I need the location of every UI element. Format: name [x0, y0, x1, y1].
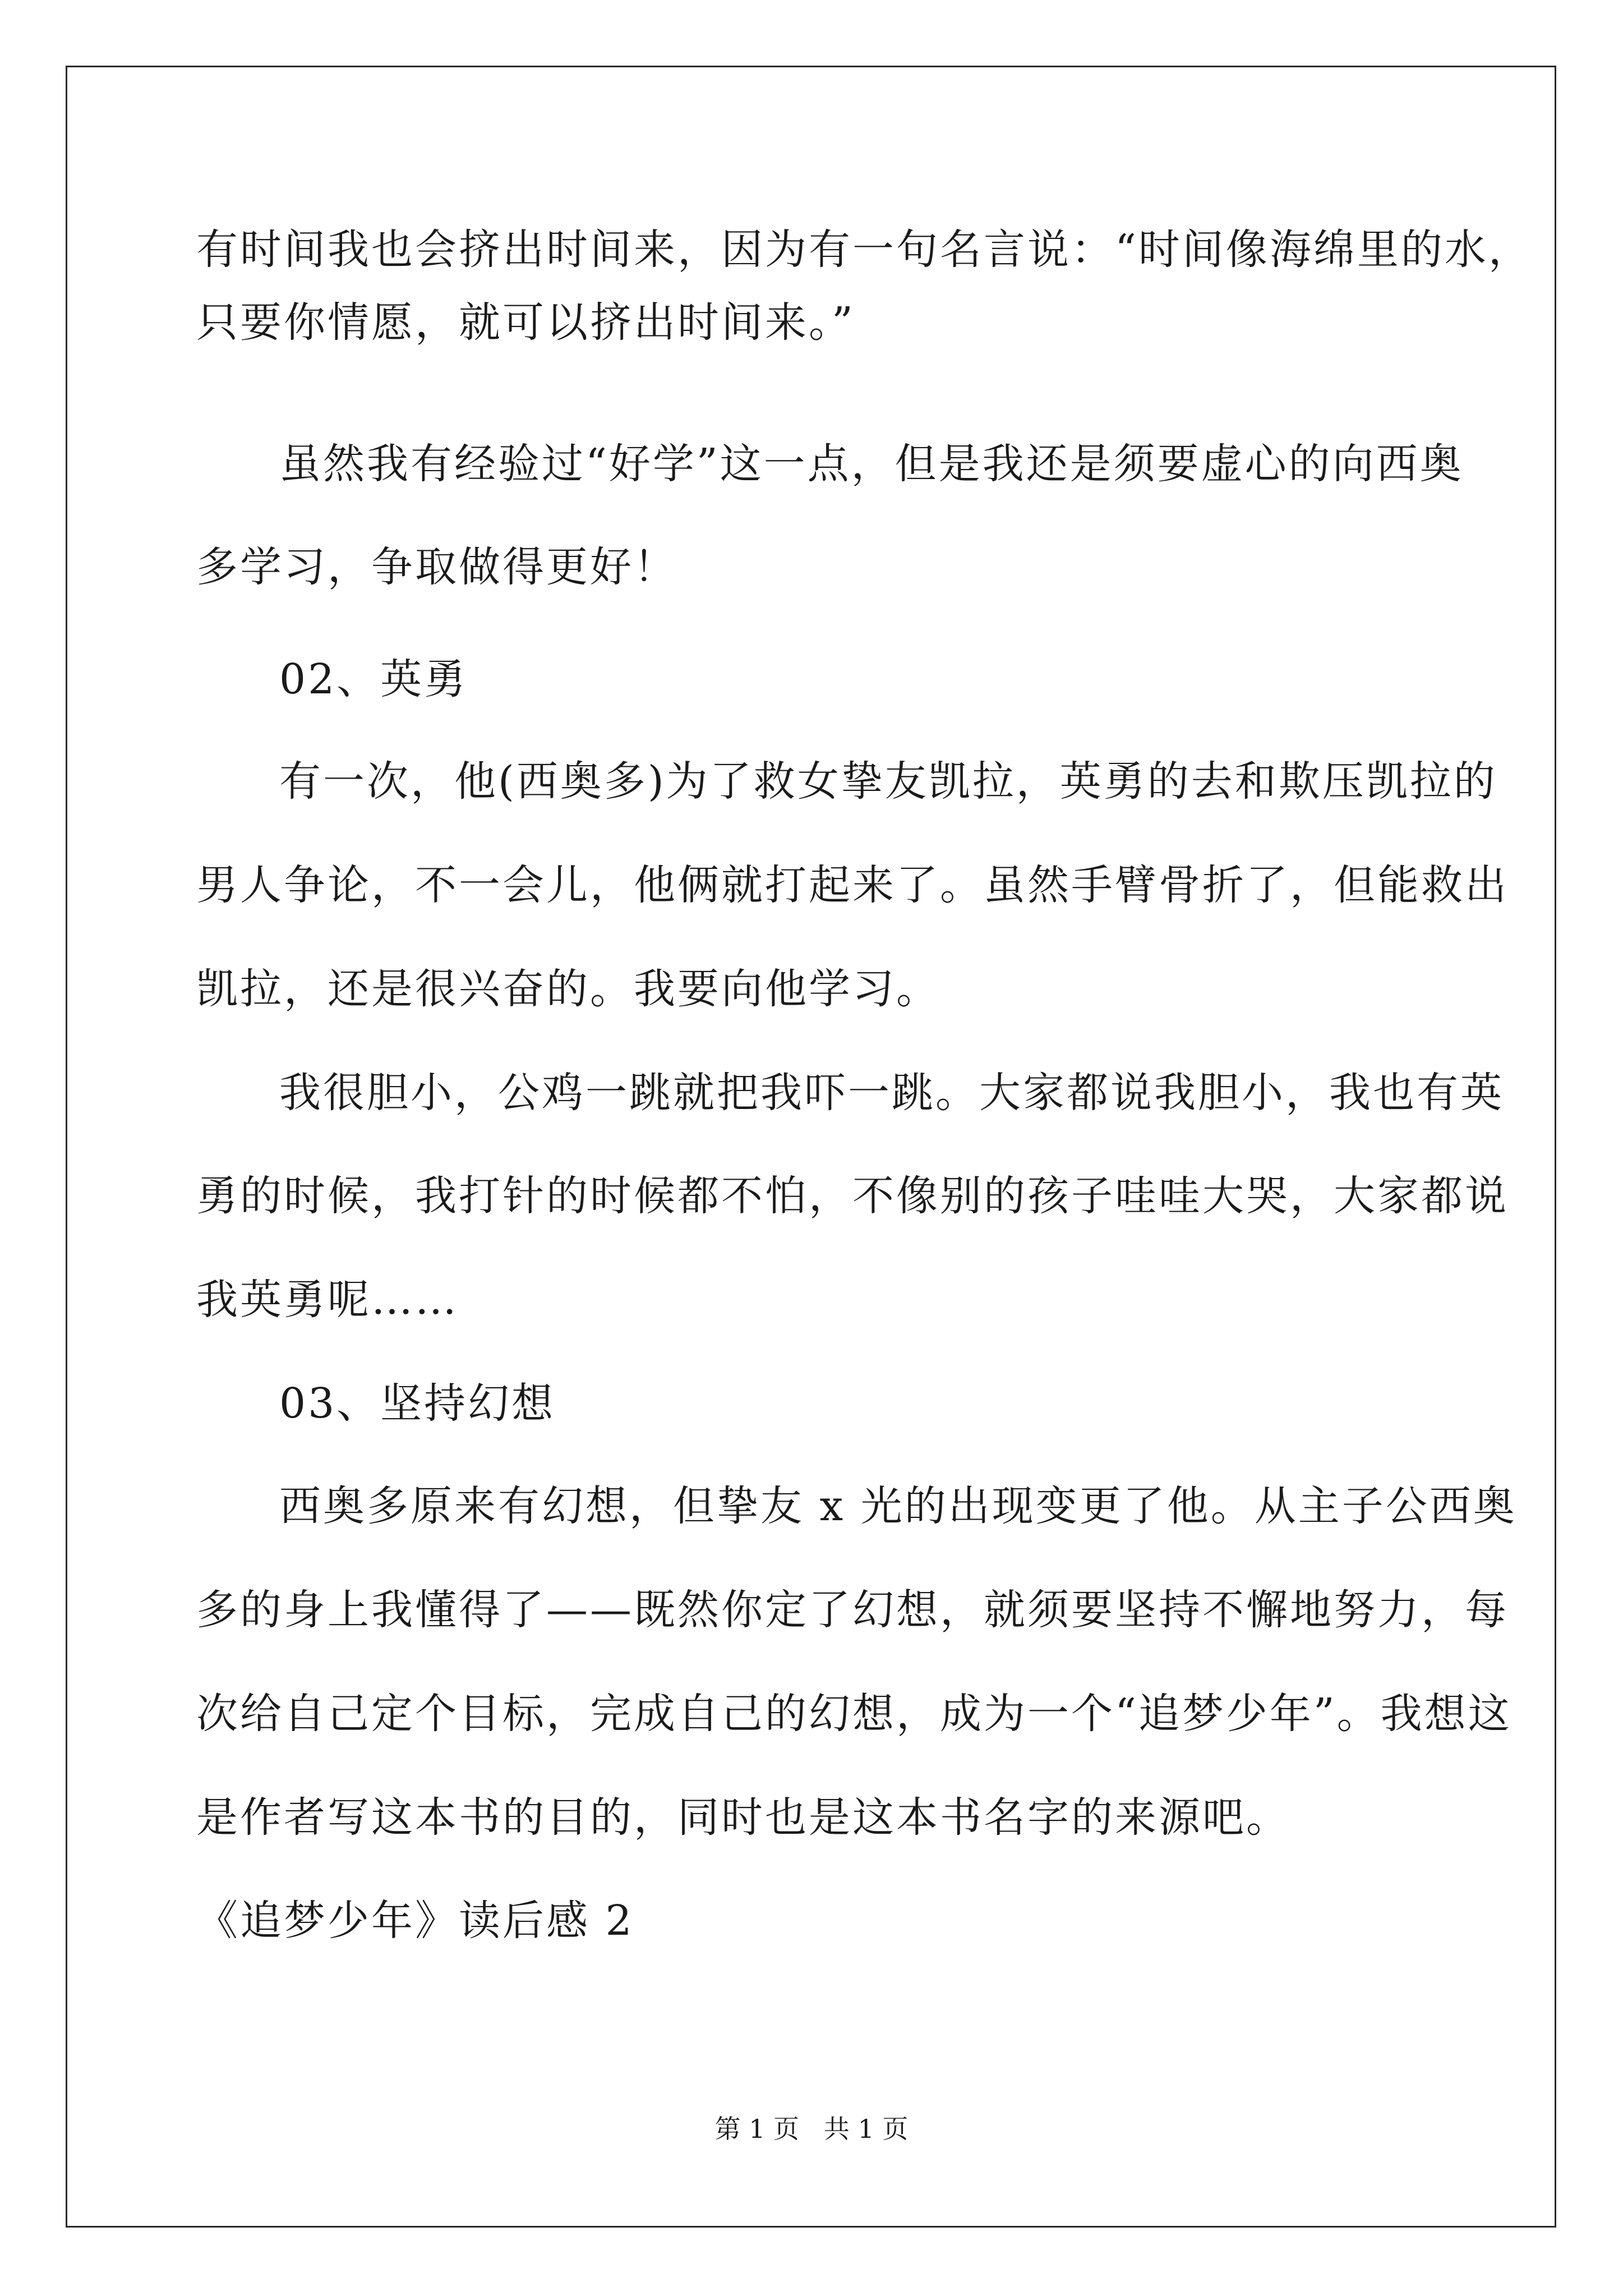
- paragraph-start-line: 西奥多原来有幻想，但挚友 x 光的出现变更了他。从主子公西奥: [279, 1482, 1517, 1530]
- text-line: 有时间我也会挤出时间来，因为有一句名言说：“时间像海绵里的水，: [196, 226, 1532, 274]
- paragraph-start-line: 我很胆小，公鸡一跳就把我吓一跳。大家都说我胆小，我也有英: [279, 1069, 1504, 1117]
- text-line: 勇的时候，我打针的时候都不怕，不像别的孩子哇哇大哭，大家都说: [196, 1172, 1509, 1220]
- text-line: 男人争论，不一会儿，他俩就打起来了。虽然手臂骨折了，但能救出: [196, 861, 1509, 909]
- paragraph-start-line: 虽然我有经验过“好学”这一点，但是我还是须要虚心的向西奥: [279, 440, 1464, 488]
- next-article-title: 《追梦少年》读后感 2: [196, 1897, 634, 1945]
- text-line: 多学习，争取做得更好！: [196, 543, 677, 591]
- paragraph-start-line: 有一次，他(西奥多)为了救女挚友凯拉，英勇的去和欺压凯拉的: [279, 757, 1497, 806]
- text-line: 次给自己定个目标，完成自己的幻想，成为一个“追梦少年”。我想这: [196, 1690, 1512, 1738]
- text-line: 多的身上我懂得了——既然你定了幻想，就须要坚持不懈地努力，每: [196, 1586, 1509, 1634]
- page-indicator: 第 1 页 共 1 页: [714, 2114, 909, 2144]
- text-line: 凯拉，还是很兴奋的。我要向他学习。: [196, 965, 940, 1013]
- text-line: 是作者写这本书的目的，同时也是这本书名字的来源吧。: [196, 1793, 1290, 1842]
- text-line: 只要你情愿，就可以挤出时间来。”: [196, 298, 855, 347]
- section-heading: 02、英勇: [279, 655, 468, 703]
- text-line: 我英勇呢……: [196, 1276, 459, 1324]
- section-heading: 03、坚持幻想: [279, 1379, 556, 1428]
